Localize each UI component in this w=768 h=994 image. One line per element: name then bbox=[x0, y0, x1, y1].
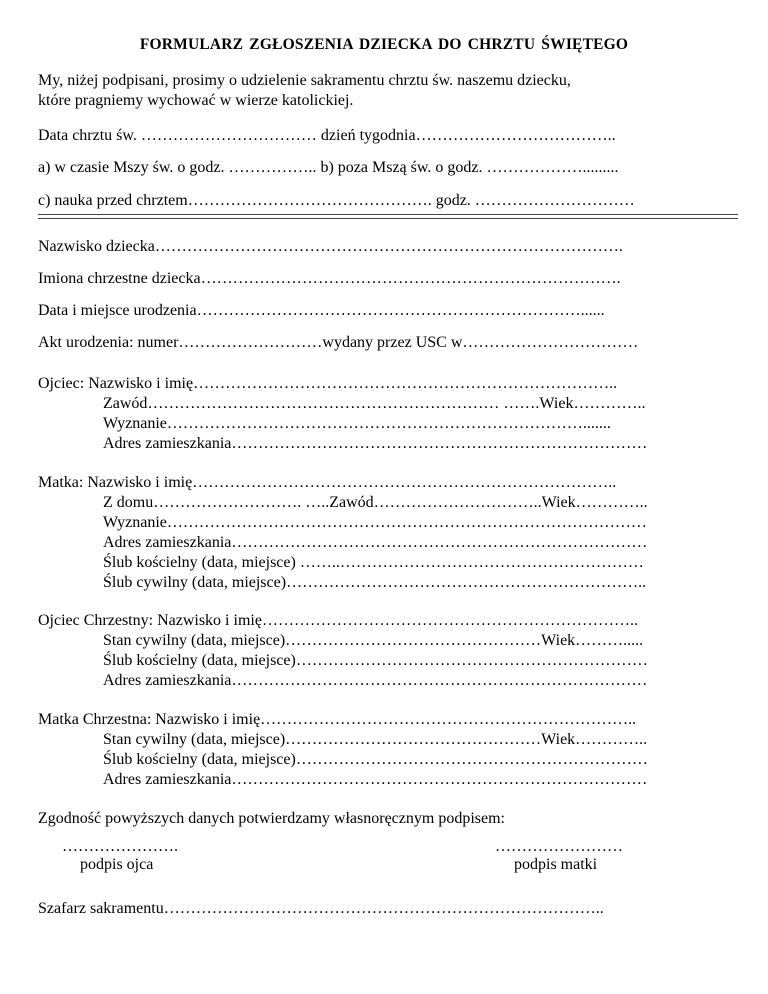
catechesis-field[interactable]: c) nauka przed chrztem………………………………………. godz. ………………………… bbox=[38, 192, 635, 209]
father-signature-label: podpis ojca bbox=[80, 856, 154, 873]
godmother-name-field[interactable]: Matka Chrzestna: Nazwisko i imię…………………………………………………………….. bbox=[38, 711, 637, 728]
child-names-field[interactable]: Imiona chrzestne dziecka……………………………………………………………………. bbox=[38, 270, 621, 287]
mass-time-field[interactable]: a) w czasie Mszy św. o godz. …………….. b) poza Mszą św. o godz. ………………......... bbox=[38, 159, 619, 176]
godmother-address-field[interactable]: Adres zamieszkania…………………………………………………………………… bbox=[103, 771, 648, 788]
mother-name-field[interactable]: Matka: Nazwisko i imię…………………………………………………………………….. bbox=[38, 474, 617, 491]
civil-wedding-field[interactable]: Ślub cywilny (data, miejsce)………………………………………………………….. bbox=[103, 574, 647, 591]
mother-religion-field[interactable]: Wyznanie……………………………………………………………………………… bbox=[103, 514, 647, 531]
minister-field[interactable]: Szafarz sakramentu……………………………………………………………………….. bbox=[38, 900, 604, 917]
mother-signature-line[interactable]: …………………… bbox=[495, 838, 623, 855]
double-divider bbox=[38, 214, 738, 219]
father-religion-field[interactable]: Wyznanie……………………………………………………………………....... bbox=[103, 415, 611, 432]
mother-maiden-name-field[interactable]: Z domu………………………. …..Zawód…………………………..Wiek………….. bbox=[103, 494, 648, 511]
confirmation-statement: Zgodność powyższych danych potwierdzamy własnoręcznym podpisem: bbox=[38, 810, 505, 827]
godfather-address-field[interactable]: Adres zamieszkania…………………………………………………………………… bbox=[103, 672, 648, 689]
father-name-field[interactable]: Ojciec: Nazwisko i imię…………………………………………………………………….. bbox=[38, 375, 618, 392]
godmother-church-wedding-field[interactable]: Ślub kościelny (data, miejsce)………………………………………………………… bbox=[103, 751, 648, 768]
birth-certificate-field[interactable]: Akt urodzenia: numer………………………wydany przez USC w…………………………… bbox=[38, 334, 639, 351]
father-occupation-field[interactable]: Zawód………………………………………………………… …….Wiek………….. bbox=[103, 395, 646, 412]
church-wedding-field[interactable]: Ślub kościelny (data, miejsce) ……..………………………………………………… bbox=[103, 554, 644, 571]
father-address-field[interactable]: Adres zamieszkania…………………………………………………………………… bbox=[103, 435, 648, 452]
intro-line-2: które pragniemy wychować w wierze katolickiej. bbox=[38, 92, 354, 109]
godfather-church-wedding-field[interactable]: Ślub kościelny (data, miejsce)………………………………………………………… bbox=[103, 652, 648, 669]
mother-address-field[interactable]: Adres zamieszkania…………………………………………………………………… bbox=[103, 534, 648, 551]
mother-signature-label: podpis matki bbox=[514, 856, 598, 873]
godmother-civil-status-field[interactable]: Stan cywilny (data, miejsce)…………………………………………Wiek………….. bbox=[103, 731, 648, 748]
father-signature-line[interactable]: …………………. bbox=[62, 838, 178, 855]
child-surname-field[interactable]: Nazwisko dziecka……………………………………………………………………………. bbox=[38, 238, 623, 255]
intro-line-1: My, niżej podpisani, prosimy o udzielenie sakramentu chrztu św. naszemu dziecku, bbox=[38, 72, 571, 89]
form-title: FORMULARZ ZGŁOSZENIA DZIECKA DO CHRZTU ŚWIĘTEGO bbox=[139, 36, 629, 53]
birth-date-place-field[interactable]: Data i miejsce urodzenia………………………………………………………………...... bbox=[38, 302, 605, 319]
baptism-date-field[interactable]: Data chrztu św. …………………………… dzień tygodnia……………………………….. bbox=[38, 127, 616, 144]
godfather-civil-status-field[interactable]: Stan cywilny (data, miejsce)…………………………………………Wiek………..... bbox=[103, 632, 644, 649]
godfather-name-field[interactable]: Ojciec Chrzestny: Nazwisko i imię…………………………………………………………….. bbox=[38, 612, 638, 629]
